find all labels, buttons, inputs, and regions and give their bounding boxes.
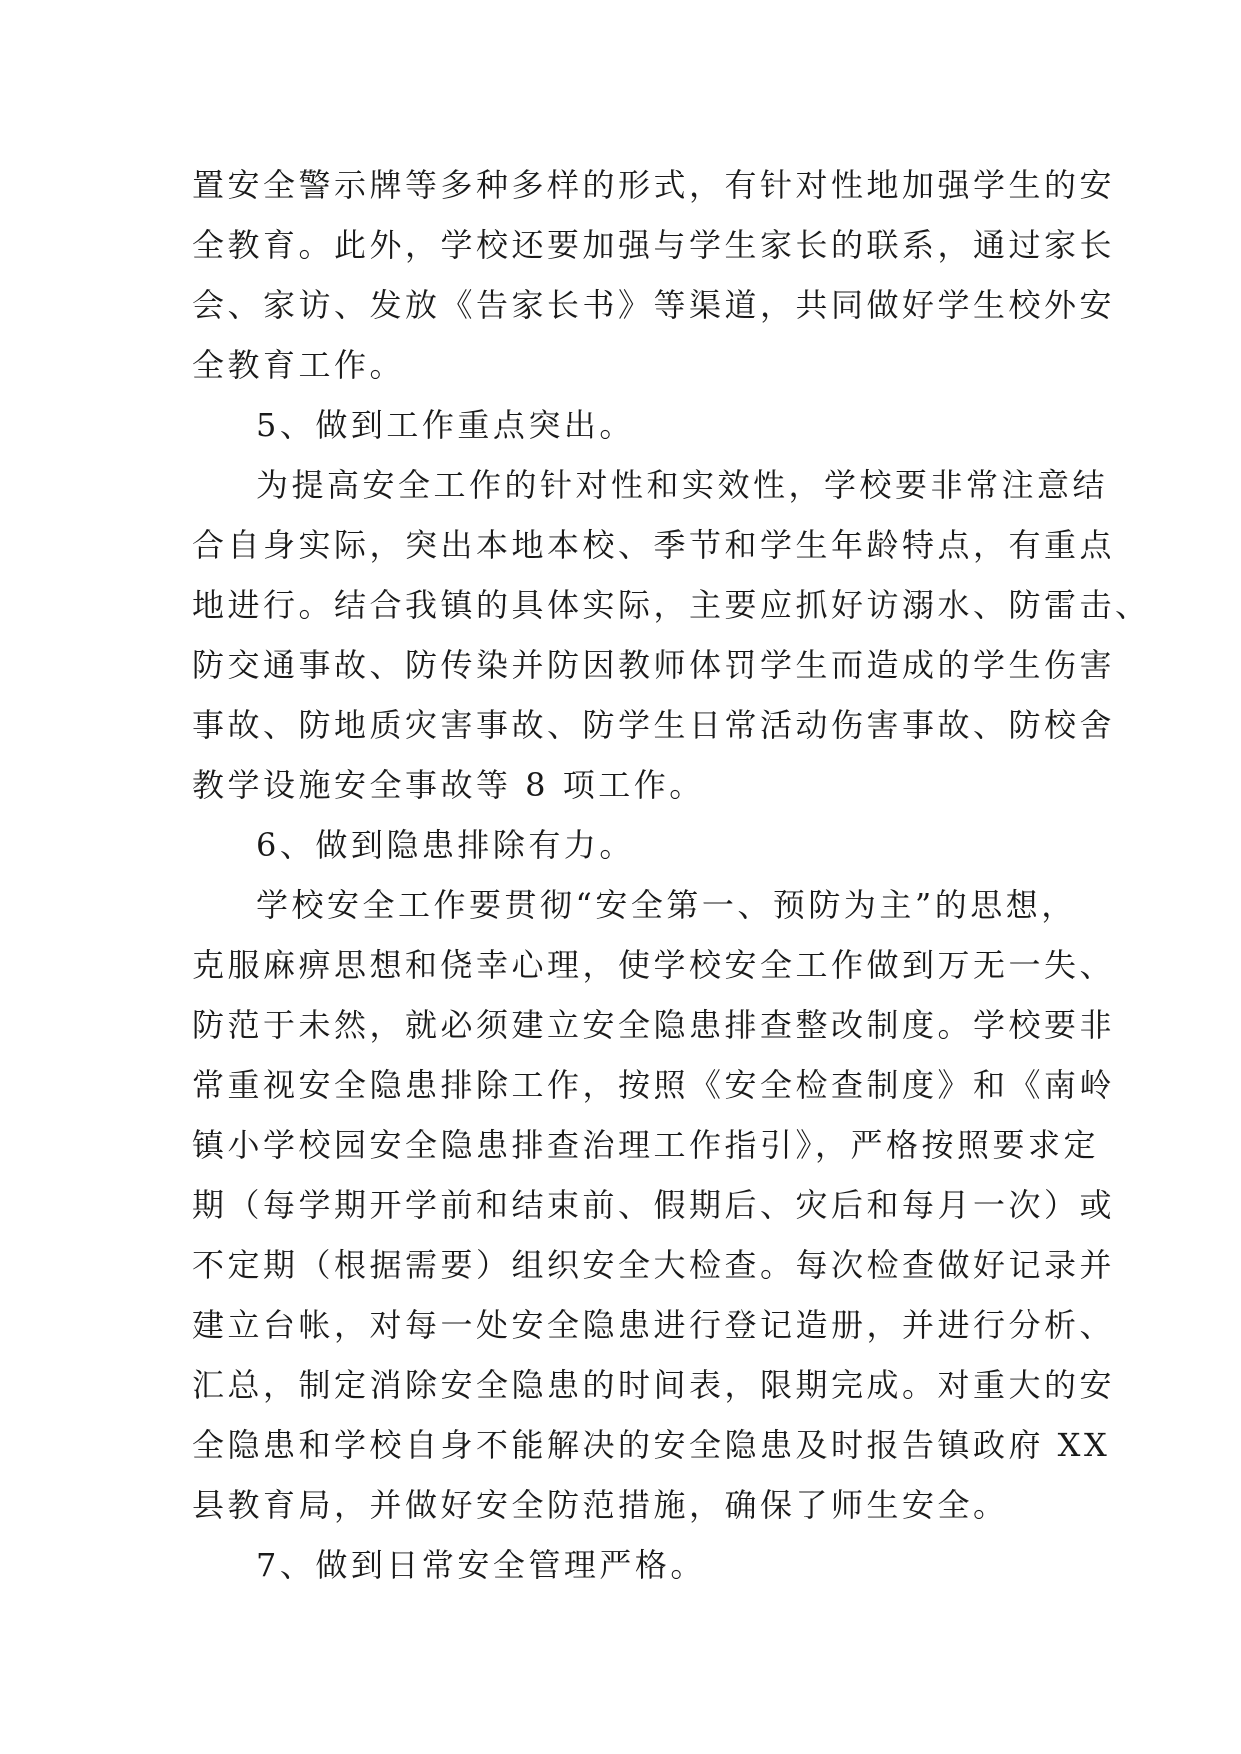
text-line: 防交通事故、防传染并防因教师体罚学生而造成的学生伤害 — [192, 646, 1116, 684]
document-body — [192, 155, 1151, 1595]
text-line: 防范于未然，就必须建立安全隐患排查整改制度。学校要非 — [192, 1006, 1116, 1044]
text-line: 常重视安全隐患排除工作，按照《安全检查制度》和《南岭 — [192, 1066, 1116, 1104]
text-line: 不定期（根据需要）组织安全大检查。每次检查做好记录并 — [192, 1246, 1116, 1284]
text-line: 期（每学期开学前和结束前、假期后、灾后和每月一次）或 — [192, 1186, 1116, 1224]
text-line: 合自身实际，突出本地本校、季节和学生年龄特点，有重点 — [192, 526, 1116, 564]
text-line: 6、做到隐患排除有力。 — [256, 826, 635, 864]
text-line: 置安全警示牌等多种多样的形式，有针对性地加强学生的安 — [192, 166, 1116, 204]
text-line: 5、做到工作重点突出。 — [256, 406, 635, 444]
text-line: 全教育工作。 — [192, 346, 406, 384]
text-line: 县教育局，并做好安全防范措施，确保了师生安全。 — [192, 1486, 1009, 1524]
text-line: 全教育。此外，学校还要加强与学生家长的联系，通过家长 — [192, 226, 1116, 264]
text-line: 事故、防地质灾害事故、防学生日常活动伤害事故、防校舍 — [192, 706, 1116, 744]
text-line: 镇小学校园安全隐患排查治理工作指引》，严格按照要求定 — [192, 1126, 1100, 1164]
text-line: 汇总，制定消除安全隐患的时间表，限期完成。对重大的安 — [192, 1366, 1116, 1404]
text-line: 建立台帐，对每一处安全隐患进行登记造册，并进行分析、 — [192, 1306, 1116, 1344]
text-line: 学校安全工作要贯彻“安全第一、预防为主”的思想， — [256, 886, 1077, 924]
text-line: 地进行。结合我镇的具体实际，主要应抓好访溺水、防雷击、 — [192, 586, 1151, 624]
text-line: 全隐患和学校自身不能解决的安全隐患及时报告镇政府 XX — [192, 1426, 1111, 1464]
text-line: 会、家访、发放《告家长书》等渠道，共同做好学生校外安 — [192, 286, 1116, 324]
text-line: 教学设施安全事故等 8 项工作。 — [192, 766, 705, 804]
text-line: 克服麻痹思想和侥幸心理，使学校安全工作做到万无一失、 — [192, 946, 1116, 984]
text-line: 为提高安全工作的针对性和实效性，学校要非常注意结 — [256, 466, 1109, 504]
text-line: 7、做到日常安全管理严格。 — [256, 1546, 706, 1584]
